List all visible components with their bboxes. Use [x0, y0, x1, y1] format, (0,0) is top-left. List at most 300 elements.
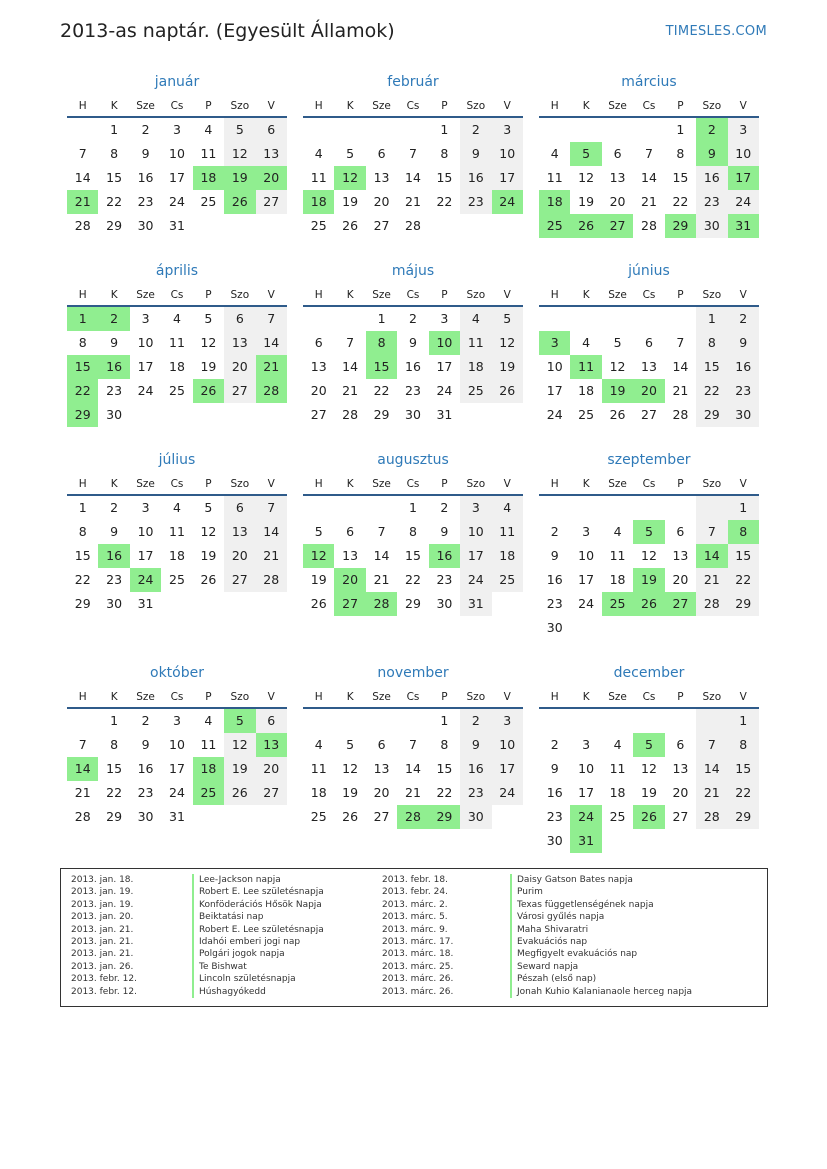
holiday-dates-right — [382, 874, 453, 998]
day-cell: 12 — [609, 359, 626, 374]
holiday-day-cell: 26 — [193, 379, 224, 403]
holiday-day-cell: 29 — [665, 214, 696, 238]
day-cell: 6 — [224, 307, 255, 331]
day-cell: 20 — [224, 544, 255, 568]
holiday-day-cell: 5 — [570, 142, 601, 166]
empty-cell — [602, 307, 633, 331]
day-cell: 12 — [200, 335, 217, 350]
day-cell: 17 — [169, 170, 185, 185]
day-cell: 7 — [78, 146, 87, 161]
day-cell: 26 — [492, 379, 523, 403]
holiday-name: Robert E. Lee születésnapja — [192, 886, 324, 898]
day-cell: 2 — [141, 713, 150, 728]
holiday-day-cell: 29 — [67, 403, 98, 427]
weekday-header — [539, 94, 759, 118]
empty-cell — [696, 496, 727, 520]
day-cell: 3 — [728, 118, 759, 142]
weekday-label: H — [550, 478, 559, 490]
day-cell: 21 — [256, 544, 287, 568]
day-cell: 7 — [256, 307, 287, 331]
day-cell: 6 — [645, 335, 653, 350]
day-cell: 25 — [460, 379, 491, 403]
day-cell: 23 — [137, 785, 154, 800]
weekday-label: Cs — [170, 478, 184, 490]
holiday-name: Daisy Gatson Bates napja — [510, 874, 692, 886]
day-cell: 9 — [110, 524, 119, 539]
empty-cell — [570, 496, 601, 520]
day-cell: 12 — [492, 331, 523, 355]
day-cell: 27 — [310, 407, 327, 422]
weekday-label: V — [503, 691, 511, 703]
holiday-list — [60, 868, 768, 1007]
weekday-label: P — [205, 691, 212, 703]
holiday-date: 2013. jan. 19. — [71, 887, 134, 898]
day-cell: 27 — [256, 190, 287, 214]
weekday-label: P — [677, 691, 684, 703]
month-name: szeptember — [607, 452, 691, 468]
month-name: január — [154, 74, 200, 90]
day-cell: 14 — [672, 359, 689, 374]
day-cell: 18 — [310, 785, 327, 800]
day-cell: 24 — [546, 407, 563, 422]
day-cell: 6 — [256, 118, 287, 142]
day-cell: 31 — [169, 809, 185, 824]
day-cell: 12 — [641, 761, 657, 776]
weekday-label: V — [739, 100, 747, 112]
weekday-label: K — [110, 289, 118, 301]
holiday-name: Városi gyűlés napja — [510, 911, 692, 923]
holiday-day-cell: 5 — [633, 520, 664, 544]
day-cell: 29 — [106, 218, 123, 233]
day-cell: 19 — [578, 194, 595, 209]
day-cell: 20 — [672, 785, 689, 800]
holiday-date: 2013. febr. 12. — [71, 986, 137, 997]
day-cell: 30 — [137, 218, 154, 233]
day-cell: 11 — [169, 335, 185, 350]
day-cell: 4 — [582, 335, 591, 350]
weekday-label: V — [503, 478, 511, 490]
day-cell: 10 — [728, 142, 759, 166]
weekday-label: K — [346, 478, 354, 490]
weekday-label: Szo — [702, 289, 722, 301]
day-cell: 5 — [224, 118, 255, 142]
day-cell: 17 — [460, 544, 491, 568]
day-cell: 3 — [173, 122, 181, 137]
day-cell: 19 — [310, 572, 327, 587]
day-cell: 10 — [137, 524, 154, 539]
holiday-day-cell: 31 — [728, 214, 759, 238]
day-cell: 26 — [200, 572, 217, 587]
weekday-label: Szo — [466, 691, 486, 703]
holiday-date: 2013. jan. 18. — [71, 875, 134, 885]
weekday-label: Sze — [608, 289, 627, 301]
day-cell: 14 — [373, 548, 390, 563]
day-cell: 8 — [440, 737, 449, 752]
holiday-name: Lee-Jackson napja — [192, 874, 324, 886]
day-grid — [539, 709, 759, 853]
day-cell: 23 — [436, 572, 453, 587]
weekday-label: K — [346, 691, 354, 703]
day-cell: 21 — [342, 383, 359, 398]
weekday-label: H — [78, 691, 87, 703]
day-cell: 30 — [696, 214, 727, 238]
day-cell: 23 — [405, 383, 421, 398]
day-cell: 11 — [460, 331, 491, 355]
day-cell: 20 — [256, 757, 287, 781]
day-cell: 27 — [256, 781, 287, 805]
holiday-name: Seward napja — [510, 961, 692, 973]
day-cell: 31 — [169, 218, 185, 233]
month-calendar — [67, 448, 287, 616]
day-cell: 14 — [342, 359, 359, 374]
weekday-label: Sze — [136, 289, 155, 301]
empty-cell — [696, 709, 727, 733]
weekday-label: Sze — [136, 691, 155, 703]
weekday-label: Cs — [406, 478, 420, 490]
holiday-name: Megfigyelt evakuációs nap — [510, 948, 692, 960]
day-cell: 10 — [546, 359, 563, 374]
weekday-label: Cs — [642, 100, 656, 112]
weekday-label: V — [267, 100, 275, 112]
day-cell: 8 — [78, 335, 87, 350]
weekday-label: K — [582, 478, 590, 490]
weekday-label: Sze — [136, 478, 155, 490]
month-calendar — [67, 70, 287, 238]
day-cell: 18 — [492, 544, 523, 568]
day-cell: 27 — [373, 218, 390, 233]
empty-cell — [602, 496, 633, 520]
day-cell: 8 — [728, 733, 759, 757]
day-cell: 22 — [405, 572, 421, 587]
day-cell: 13 — [373, 170, 390, 185]
weekday-label: Szo — [466, 478, 486, 490]
weekday-label: Sze — [608, 100, 627, 112]
day-cell: 3 — [440, 311, 449, 326]
day-cell: 16 — [546, 572, 563, 587]
day-cell: 1 — [696, 307, 727, 331]
day-cell: 24 — [436, 383, 453, 398]
day-cell: 11 — [609, 761, 626, 776]
empty-cell — [366, 118, 397, 142]
day-cell: 20 — [672, 572, 689, 587]
day-cell: 30 — [436, 596, 453, 611]
brand-logo-text[interactable]: TIMESLES.COM — [665, 24, 767, 39]
day-cell: 4 — [173, 500, 181, 515]
day-cell: 1 — [728, 709, 759, 733]
weekday-label: V — [739, 691, 747, 703]
day-cell: 22 — [728, 568, 759, 592]
day-cell: 30 — [106, 407, 123, 422]
weekday-label: Sze — [608, 478, 627, 490]
weekday-label: H — [314, 289, 323, 301]
empty-cell — [633, 709, 664, 733]
day-cell: 27 — [672, 809, 689, 824]
holiday-day-cell: 28 — [366, 592, 397, 616]
day-cell: 16 — [137, 170, 154, 185]
holiday-date: 2013. márc. 9. — [382, 924, 448, 935]
holiday-day-cell: 28 — [397, 805, 428, 829]
empty-cell — [366, 496, 397, 520]
day-cell: 16 — [696, 166, 727, 190]
day-cell: 19 — [342, 194, 359, 209]
day-cell: 25 — [578, 407, 595, 422]
day-cell: 18 — [169, 548, 185, 563]
holiday-day-cell: 3 — [539, 331, 570, 355]
weekday-label: Cs — [170, 100, 184, 112]
day-cell: 1 — [728, 496, 759, 520]
day-cell: 27 — [224, 379, 255, 403]
weekday-label: P — [205, 289, 212, 301]
empty-cell — [602, 118, 633, 142]
day-cell: 15 — [106, 761, 123, 776]
day-cell: 9 — [141, 146, 150, 161]
day-cell: 12 — [200, 524, 217, 539]
day-cell: 13 — [373, 761, 390, 776]
holiday-date: 2013. márc. 5. — [382, 912, 448, 923]
holiday-date: 2013. jan. 26. — [71, 961, 134, 972]
holiday-day-cell: 26 — [633, 805, 664, 829]
day-cell: 11 — [546, 170, 563, 185]
holiday-day-cell: 27 — [665, 592, 696, 616]
day-cell: 17 — [578, 785, 595, 800]
weekday-label: Szo — [466, 100, 486, 112]
day-cell: 4 — [550, 146, 559, 161]
day-cell: 8 — [110, 146, 119, 161]
month-name: július — [158, 452, 196, 468]
holiday-day-cell: 20 — [256, 166, 287, 190]
day-cell: 30 — [460, 805, 491, 829]
day-cell: 26 — [224, 781, 255, 805]
weekday-header — [539, 685, 759, 709]
holiday-day-cell: 1 — [67, 307, 98, 331]
day-cell: 22 — [436, 785, 453, 800]
holiday-name: Texas függetlenségének napja — [510, 899, 692, 911]
holiday-day-cell: 14 — [67, 757, 98, 781]
holiday-date: 2013. márc. 17. — [382, 936, 454, 947]
day-cell: 28 — [672, 407, 689, 422]
day-cell: 25 — [200, 194, 217, 209]
day-cell: 21 — [405, 194, 421, 209]
empty-cell — [633, 307, 664, 331]
day-cell: 1 — [440, 713, 449, 728]
weekday-label: K — [110, 478, 118, 490]
day-cell: 15 — [436, 761, 453, 776]
day-cell: 23 — [460, 190, 491, 214]
holiday-date: 2013. márc. 26. — [382, 974, 454, 985]
day-cell: 31 — [137, 596, 154, 611]
weekday-header — [539, 472, 759, 496]
day-cell: 23 — [696, 190, 727, 214]
weekday-label: P — [441, 478, 448, 490]
day-cell: 6 — [377, 737, 386, 752]
day-cell: 3 — [141, 500, 150, 515]
day-cell: 24 — [728, 190, 759, 214]
empty-cell — [303, 118, 334, 142]
day-cell: 1 — [78, 500, 87, 515]
day-cell: 14 — [74, 170, 91, 185]
day-cell: 6 — [256, 709, 287, 733]
day-cell: 11 — [609, 548, 626, 563]
day-cell: 2 — [110, 500, 119, 515]
day-cell: 25 — [310, 809, 327, 824]
day-cell: 21 — [641, 194, 657, 209]
day-cell: 13 — [342, 548, 359, 563]
day-cell: 10 — [492, 142, 523, 166]
day-cell: 26 — [342, 809, 359, 824]
day-cell: 15 — [74, 548, 91, 563]
day-cell: 26 — [310, 596, 327, 611]
day-cell: 29 — [728, 592, 759, 616]
weekday-label: V — [503, 289, 511, 301]
day-cell: 16 — [728, 355, 759, 379]
holiday-names-right — [510, 874, 692, 998]
day-cell: 1 — [676, 122, 685, 137]
empty-cell — [397, 118, 428, 142]
day-cell: 2 — [728, 307, 759, 331]
day-cell: 18 — [609, 785, 626, 800]
weekday-header — [303, 283, 523, 307]
holiday-day-cell: 24 — [570, 805, 601, 829]
weekday-label: Sze — [608, 691, 627, 703]
month-calendar — [539, 448, 759, 640]
day-cell: 29 — [373, 407, 390, 422]
month-name: május — [391, 263, 435, 279]
day-cell: 29 — [728, 805, 759, 829]
holiday-name: Polgári jogok napja — [192, 948, 324, 960]
holiday-day-cell: 26 — [570, 214, 601, 238]
day-cell: 30 — [137, 809, 154, 824]
day-cell: 4 — [460, 307, 491, 331]
weekday-label: H — [550, 289, 559, 301]
day-cell: 11 — [492, 520, 523, 544]
day-cell: 19 — [200, 359, 217, 374]
empty-cell — [334, 118, 365, 142]
day-cell: 10 — [578, 761, 595, 776]
day-cell: 1 — [409, 500, 417, 515]
holiday-names-left — [192, 874, 324, 998]
weekday-label: K — [582, 289, 590, 301]
weekday-label: V — [267, 478, 275, 490]
day-cell: 15 — [106, 170, 123, 185]
day-cell: 2 — [141, 122, 150, 137]
holiday-day-cell: 27 — [334, 592, 365, 616]
day-cell: 31 — [436, 407, 453, 422]
day-cell: 4 — [314, 737, 323, 752]
weekday-label: P — [205, 100, 212, 112]
day-cell: 8 — [696, 331, 727, 355]
day-cell: 12 — [224, 142, 255, 166]
day-cell: 7 — [78, 737, 87, 752]
month-name: március — [621, 74, 677, 90]
day-cell: 22 — [696, 379, 727, 403]
holiday-day-cell: 25 — [539, 214, 570, 238]
day-cell: 25 — [169, 383, 185, 398]
weekday-label: H — [78, 289, 87, 301]
day-cell: 28 — [74, 809, 91, 824]
empty-cell — [303, 307, 334, 331]
day-cell: 14 — [405, 761, 421, 776]
day-cell: 20 — [373, 785, 390, 800]
day-cell: 23 — [137, 194, 154, 209]
day-cell: 9 — [409, 335, 417, 350]
month-calendar — [303, 259, 523, 427]
holiday-day-cell: 18 — [539, 190, 570, 214]
empty-cell — [334, 496, 365, 520]
day-cell: 17 — [137, 359, 154, 374]
day-cell: 17 — [137, 548, 154, 563]
holiday-day-cell: 27 — [602, 214, 633, 238]
weekday-label: Cs — [642, 691, 656, 703]
day-cell: 30 — [546, 833, 563, 848]
holiday-day-cell: 18 — [193, 166, 224, 190]
holiday-day-cell: 9 — [696, 142, 727, 166]
day-cell: 24 — [460, 568, 491, 592]
day-cell: 9 — [460, 733, 491, 757]
holiday-day-cell: 16 — [98, 355, 129, 379]
weekday-label: K — [110, 100, 118, 112]
month-name: augusztus — [377, 452, 449, 468]
holiday-name: Idahói emberi jogi nap — [192, 936, 324, 948]
weekday-label: P — [677, 289, 684, 301]
day-cell: 13 — [310, 359, 327, 374]
holiday-day-cell: 29 — [429, 805, 460, 829]
month-name: december — [613, 665, 685, 681]
empty-cell — [665, 496, 696, 520]
day-cell: 18 — [609, 572, 626, 587]
weekday-label: V — [267, 289, 275, 301]
day-cell: 9 — [550, 761, 559, 776]
day-cell: 9 — [110, 335, 119, 350]
day-cell: 17 — [436, 359, 453, 374]
weekday-label: Szo — [230, 478, 250, 490]
day-cell: 6 — [613, 146, 622, 161]
holiday-day-cell: 20 — [334, 568, 365, 592]
day-cell: 28 — [696, 592, 727, 616]
day-cell: 7 — [409, 146, 417, 161]
holiday-day-cell: 25 — [602, 592, 633, 616]
day-cell: 2 — [460, 118, 491, 142]
day-cell: 1 — [110, 122, 119, 137]
day-cell: 28 — [405, 218, 421, 233]
holiday-date: 2013. febr. 12. — [71, 974, 137, 985]
day-cell: 10 — [578, 548, 595, 563]
holiday-date: 2013. jan. 20. — [71, 912, 134, 923]
day-cell: 21 — [373, 572, 390, 587]
day-cell: 8 — [440, 146, 449, 161]
empty-cell — [397, 709, 428, 733]
holiday-date: 2013. febr. 24. — [382, 887, 448, 898]
day-cell: 13 — [672, 548, 689, 563]
empty-cell — [366, 709, 397, 733]
holiday-day-cell: 24 — [130, 568, 161, 592]
day-cell: 9 — [440, 524, 449, 539]
day-cell: 15 — [672, 170, 689, 185]
weekday-label: Sze — [136, 100, 155, 112]
day-cell: 16 — [137, 761, 154, 776]
weekday-label: P — [441, 100, 448, 112]
day-cell: 6 — [676, 524, 685, 539]
weekday-label: H — [314, 478, 323, 490]
holiday-name: Pészah (első nap) — [510, 973, 692, 985]
weekday-label: P — [441, 691, 448, 703]
weekday-label: K — [582, 100, 590, 112]
day-cell: 2 — [550, 737, 559, 752]
weekday-label: Cs — [406, 289, 420, 301]
weekday-label: P — [205, 478, 212, 490]
day-cell: 19 — [224, 757, 255, 781]
day-cell: 12 — [578, 170, 595, 185]
holiday-date: 2013. márc. 26. — [382, 986, 454, 997]
